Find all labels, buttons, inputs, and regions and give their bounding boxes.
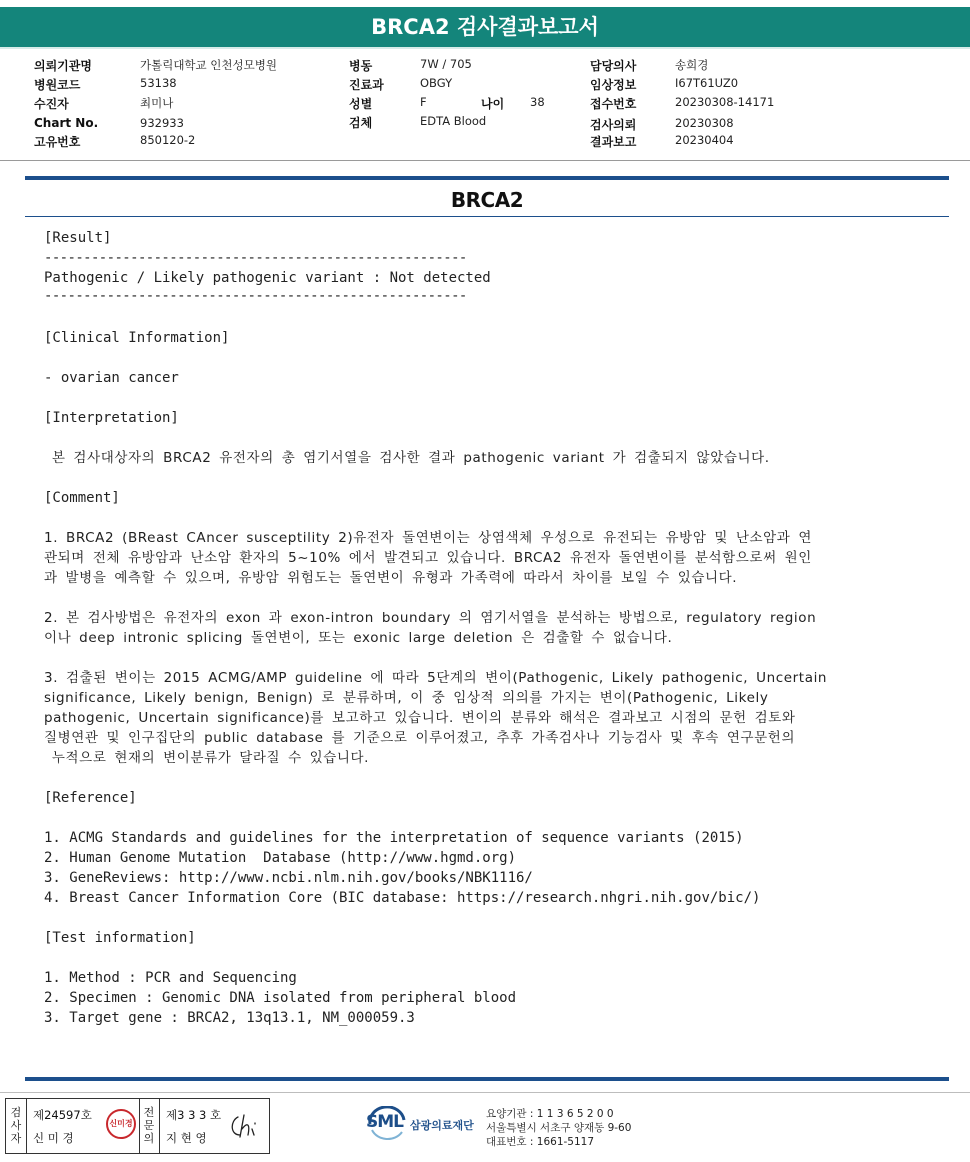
institution-code: 요양기관 : 1 1 3 6 5 2 0 0 bbox=[486, 1108, 614, 1120]
title-bar-edge bbox=[0, 47, 970, 49]
comment-line: 이나 deep intronic splicing 돌연변이, 또는 exonic large deletion 은 검출할 수 없습니다. bbox=[44, 630, 673, 646]
clinical-text: - ovarian cancer bbox=[44, 370, 179, 386]
header-value: 932933 bbox=[140, 116, 184, 130]
signature-box bbox=[5, 1098, 270, 1154]
header-value: 송희경 bbox=[675, 58, 709, 72]
header-label: 병원코드 bbox=[34, 78, 81, 92]
header-label: 성별 bbox=[349, 97, 373, 111]
tester-seal: 신미경 bbox=[106, 1109, 136, 1139]
header-label: Chart No. bbox=[34, 116, 99, 130]
interpretation-heading: [Interpretation] bbox=[44, 410, 179, 426]
reference-item: 3. GeneReviews: http://www.ncbi.nlm.nih.gov/books/NBK1116/ bbox=[44, 870, 533, 886]
comment-line: pathogenic, Uncertain significance)를 보고하고 있습니다. 변이의 분류와 해석은 결과보고 시점의 문헌 검토와 bbox=[44, 710, 796, 726]
reference-item: 1. ACMG Standards and guidelines for the interpretation of sequence variants (2015) bbox=[44, 830, 744, 846]
header-value: 53138 bbox=[140, 76, 177, 90]
test-info-heading: [Test information] bbox=[44, 930, 196, 946]
reference-heading: [Reference] bbox=[44, 790, 137, 806]
comment-line: 1. BRCA2 (BReast CAncer susceptility 2)유전자 돌연변이는 상염색체 우성으로 유전되는 유방암 및 난소암과 연 bbox=[44, 530, 812, 546]
header-value: 최미나 bbox=[140, 96, 174, 110]
comment-line: 2. 본 검사방법은 유전자의 exon 과 exon-intron boundary 의 염기서열을 분석하는 방법으로, regulatory region bbox=[44, 610, 817, 626]
comment-line: 3. 검출된 변이는 2015 ACMG/AMP guideline 에 따라 5단계의 변이(Pathogenic, Likely pathogenic, Uncertain bbox=[44, 670, 828, 686]
header-value: 20230308 bbox=[675, 116, 734, 130]
section-top-rule bbox=[25, 176, 949, 180]
tester-license: 제24597호 bbox=[33, 1108, 92, 1122]
result-text: Pathogenic / Likely pathogenic variant : Not detected bbox=[44, 270, 491, 286]
header-value: 20230404 bbox=[675, 133, 734, 147]
reviewer-label-cell bbox=[139, 1099, 160, 1153]
header-label: 결과보고 bbox=[590, 135, 637, 149]
comment-line: significance, Likely benign, Benign) 로 분류하며, 이 중 임상적 의의를 가지는 변이(Pathogenic, Likely bbox=[44, 690, 769, 706]
header-value: 7W / 705 bbox=[420, 57, 472, 71]
address: 서울특별시 서초구 양재동 9-60 bbox=[486, 1122, 632, 1134]
reference-item: 4. Breast Cancer Information Core (BIC database: https://research.nhgri.nih.gov/bic/) bbox=[44, 890, 761, 906]
phone-number: 대표번호 : 1661-5117 bbox=[486, 1136, 595, 1148]
header-label: 담당의사 bbox=[590, 59, 637, 73]
footer-divider bbox=[0, 1092, 970, 1093]
header-label: 임상정보 bbox=[590, 78, 637, 92]
test-info-item: 1. Method : PCR and Sequencing bbox=[44, 970, 297, 986]
reviewer-name: 지 현 영 bbox=[166, 1131, 207, 1145]
reference-item: 2. Human Genome Mutation Database (http://www.hgmd.org) bbox=[44, 850, 517, 866]
test-info-item: 3. Target gene : BRCA2, 13q13.1, NM_000059.3 bbox=[44, 1010, 415, 1026]
header-value: 850120-2 bbox=[140, 133, 196, 147]
result-divider: ------------------------------------------------------ bbox=[44, 250, 467, 266]
header-value: OBGY bbox=[420, 76, 453, 90]
tester-name: 신 미 경 bbox=[33, 1131, 74, 1145]
section-title-rule bbox=[25, 216, 949, 217]
header-label: 나이 bbox=[481, 97, 505, 111]
reviewer-label: 전문의 bbox=[143, 1106, 155, 1145]
header-label: 검사의뢰 bbox=[590, 118, 637, 132]
comment-line: 질병연관 및 인구집단의 public database 를 기준으로 이루어졌고, 추후 가족검사나 기능검사 및 후속 연구문헌의 bbox=[44, 730, 796, 746]
header-label: 진료과 bbox=[349, 78, 384, 92]
footer-rule bbox=[25, 1077, 949, 1081]
tester-label: 검사자 bbox=[10, 1106, 22, 1145]
header-label: 검체 bbox=[349, 116, 373, 130]
header-label: 수진자 bbox=[34, 97, 69, 111]
clinical-heading: [Clinical Information] bbox=[44, 330, 230, 346]
header-label: 의뢰기관명 bbox=[34, 59, 92, 73]
header-label: 고유번호 bbox=[34, 135, 81, 149]
foundation-name: 삼광의료재단 bbox=[410, 1119, 474, 1132]
test-info-item: 2. Specimen : Genomic DNA isolated from peripheral blood bbox=[44, 990, 517, 1006]
header-divider bbox=[0, 160, 970, 161]
header-label: 접수번호 bbox=[590, 97, 637, 111]
report-title: BRCA2 검사결과보고서 bbox=[0, 7, 970, 47]
comment-heading: [Comment] bbox=[44, 490, 120, 506]
header-value: 38 bbox=[530, 95, 545, 109]
reviewer-signature bbox=[228, 1111, 264, 1141]
tester-label-cell bbox=[6, 1099, 27, 1153]
interpretation-text: 본 검사대상자의 BRCA2 유전자의 총 염기서열을 검사한 결과 pathogenic variant 가 검출되지 않았습니다. bbox=[44, 450, 770, 466]
header-value: 가톨릭대학교 인천성모병원 bbox=[140, 58, 277, 72]
comment-line: 관되며 전체 유방암과 난소암 환자의 5~10% 에서 발견되고 있습니다. BRCA2 유전자 돌연변이를 분석함으로써 원인 bbox=[44, 550, 812, 566]
header-label: 병동 bbox=[349, 59, 373, 73]
result-divider: ------------------------------------------------------ bbox=[44, 288, 467, 304]
section-title: BRCA2 bbox=[450, 188, 524, 212]
reviewer-license: 제3 3 3 호 bbox=[166, 1108, 222, 1122]
header-value: I67T61UZ0 bbox=[675, 76, 739, 90]
header-value: 20230308-14171 bbox=[675, 95, 775, 109]
comment-line: 과 발병을 예측할 수 있으며, 유방암 위험도는 돌연변이 유형과 가족력에 따라서 차이를 보일 수 있습니다. bbox=[44, 570, 738, 586]
result-heading: [Result] bbox=[44, 230, 112, 246]
sml-logo-text: SML bbox=[366, 1112, 403, 1132]
header-value: F bbox=[420, 95, 427, 109]
header-value: EDTA Blood bbox=[420, 114, 487, 128]
comment-line: 누적으로 현재의 변이분류가 달라질 수 있습니다. bbox=[44, 750, 370, 766]
